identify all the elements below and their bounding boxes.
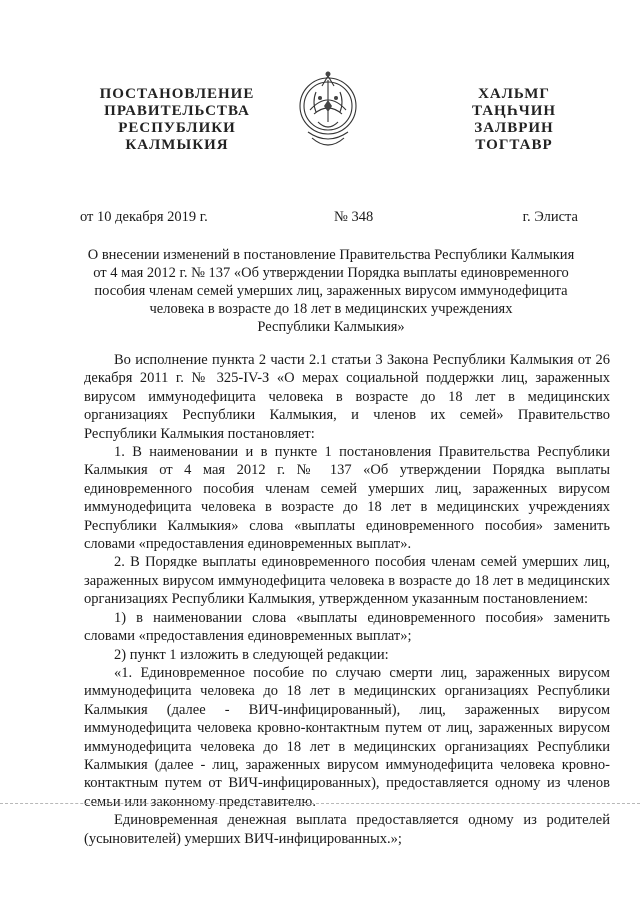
document-body <box>84 351 610 848</box>
header-right-line: ТАҢҺЧИН <box>471 103 557 119</box>
header-left <box>92 86 262 154</box>
header-right <box>454 86 574 154</box>
title-line: пособия членам семей умерших лиц, зараженных вирусом иммунодефицита <box>94 283 568 299</box>
title-line: человека в возрасте до 18 лет в медицинских учреждениях <box>149 301 513 317</box>
header-left-line: РЕСПУБЛИКИ <box>118 120 236 136</box>
title-line: от 4 мая 2012 г. № 137 «Об утверждении Порядка выплаты единовременного <box>93 265 569 281</box>
document-date: от 10 декабря 2019 г. <box>80 209 208 225</box>
header-right-line: ХАЛЬМГ <box>478 86 550 102</box>
coat-of-arms-emblem <box>296 62 360 158</box>
paragraph-quoted-point-1: «1. Единовременное пособие по случаю смерти лиц, зараженных вирусом иммунодефицита человека до 18 лет в медицинских организациях Республики Калмыкия (далее - ВИЧ-инфицированный), лиц, зараженных вирусом иммунодефицита человека кровно-контактным путем от лиц, зараженных вирусом иммунодефицита человека до 18 лет в медицинских организациях Республики Калмыкия (далее - лиц, зараженных вирусом иммунодефицита человека кровно-контактным путем от ВИЧ-инфицированных), предоставляется одному из членов семьи или законному представителю. <box>84 664 610 810</box>
paragraph-preamble: Во исполнение пункта 2 части 2.1 статьи 3 Закона Республики Калмыкия от 26 декабря 2011 г. № 325-IV-З «О мерах социальной поддержки лиц, зараженных вирусом иммунодефицита человека в возрасте до 18 лет в медицинских организациях Республики Калмыкия, и членов их семей» Правительство Республики Калмыкия постановляет: <box>84 352 610 442</box>
header-right-line: ЗАЛВРИН <box>474 120 554 136</box>
paragraph-item-2: 2. В Порядке выплаты единовременного пособия членам семей умерших лиц, зараженных вирусом иммунодефицита человека в возрасте до 18 лет в медицинских организациях Республики Калмыкия, утвержденном указанным постановлением: <box>84 554 610 608</box>
document-number: № 348 <box>334 209 374 225</box>
paragraph-subitem-1: 1) в наименовании слова «выплаты единовременного пособия» заменить словами «предоставления единовременных выплат»; <box>84 609 610 645</box>
paragraph-item-1: 1. В наименовании и в пункте 1 постановления Правительства Республики Калмыкия от 4 мая 2012 г. № 137 «Об утверждении Порядка выплаты единовременного пособия членам семей умерших лиц, зараженных вирусом иммунодефицита человека в возрасте до 18 лет в медицинских учреждениях Республики Калмыкия» слова «выплаты единовременного пособия» заменить словами «предоставления единовременных выплат». <box>84 444 610 553</box>
title-line: Республики Калмыкия» <box>257 319 405 335</box>
paragraph-subitem-2: 2) пункт 1 изложить в следующей редакции: <box>114 646 389 663</box>
header-left-line: ПРАВИТЕЛЬСТВА <box>104 103 250 119</box>
document-city: г. Элиста <box>522 209 578 225</box>
header-right-line: ТОГТАВР <box>475 137 553 153</box>
scan-divider-line <box>0 803 640 804</box>
header-left-line: КАЛМЫКИЯ <box>125 137 229 153</box>
document-title <box>86 246 576 336</box>
title-line: О внесении изменений в постановление Правительства Республики Калмыкия <box>87 247 575 263</box>
paragraph-quoted-point-1-cont: Единовременная денежная выплата предоставляется одному из родителей (усыновителей) умерших ВИЧ-инфицированных.»; <box>84 812 610 847</box>
header-left-line: ПОСТАНОВЛЕНИЕ <box>99 86 255 102</box>
